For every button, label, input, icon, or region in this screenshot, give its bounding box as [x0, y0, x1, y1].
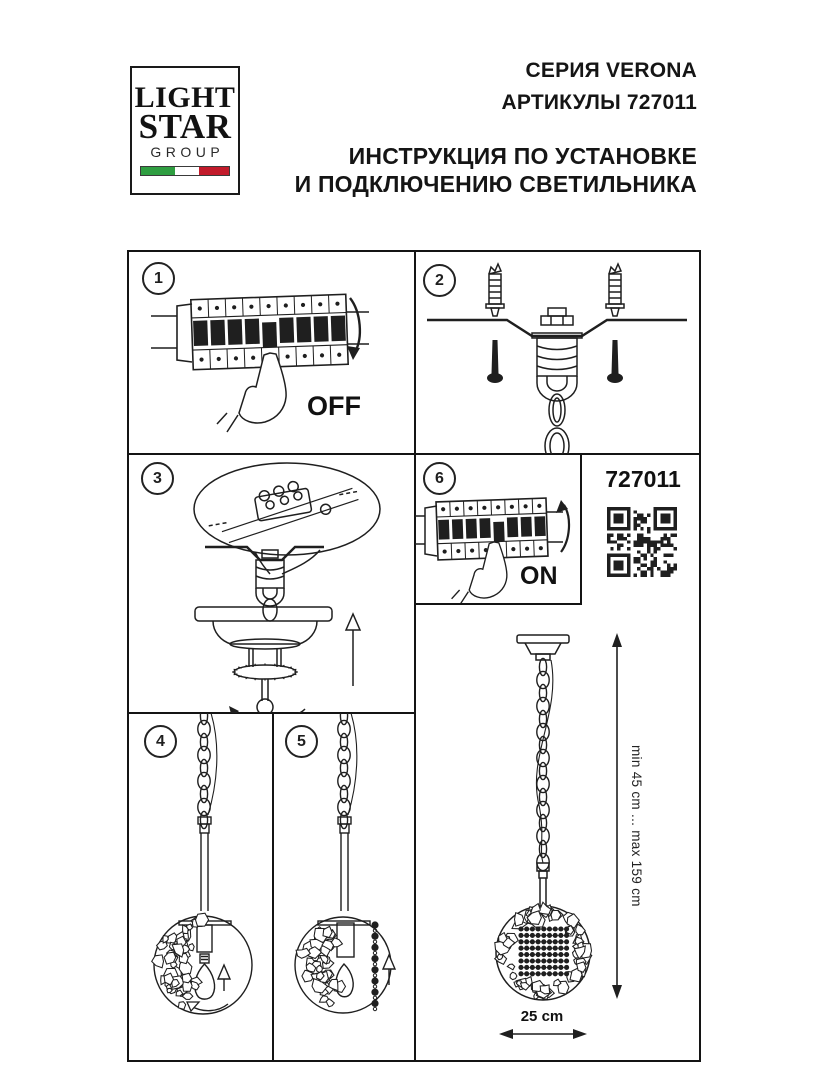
panel-1-number: 1 [142, 262, 175, 295]
panel-3-number: 3 [141, 462, 174, 495]
series-line: СЕРИЯ VERONA [525, 59, 697, 82]
arrow-up-icon [346, 614, 360, 630]
title-line-2: И ПОДКЛЮЧЕНИЮ СВЕТИЛЬНИКА [294, 170, 697, 197]
panel-2-number: 2 [423, 264, 456, 297]
arrow-down-icon [347, 346, 360, 360]
diameter-label: 25 cm [520, 1008, 564, 1025]
flag-white [175, 167, 199, 175]
header-title-block [295, 143, 697, 198]
rotate-arrow-icon [229, 706, 239, 713]
flag-red [199, 167, 229, 175]
panel-6-number: 6 [423, 462, 456, 495]
arrow-up-icon [218, 965, 230, 979]
header-series-block [502, 55, 697, 119]
logo-word-group: GROUP [150, 144, 225, 160]
finished-lamp-drawing [415, 605, 699, 1060]
dimension-arrow-left-icon [499, 1029, 513, 1039]
panel-4-number: 4 [144, 725, 177, 758]
instruction-grid [127, 250, 701, 1062]
logo-word-light: LIGHT [134, 81, 236, 114]
dimension-arrow-right-icon [573, 1029, 587, 1039]
on-label: ON [520, 562, 558, 590]
height-range-label: min 45 cm ... max 159 cm [629, 745, 644, 907]
arrow-up-icon [383, 955, 395, 969]
off-label: OFF [307, 391, 361, 421]
panel-5-number: 5 [285, 725, 318, 758]
pendant-assembly-drawing-4 [129, 713, 273, 1060]
mounting-hardware-drawing [415, 252, 699, 454]
pendant-assembly-drawing-5 [273, 713, 415, 1060]
dimension-arrow-down-icon [612, 985, 622, 999]
articles-line: АРТИКУЛЫ 727011 [501, 91, 697, 114]
article-code-label: 727011 [605, 466, 681, 492]
title-line-1: ИНСТРУКЦИЯ ПО УСТАНОВКЕ [348, 143, 697, 169]
rotate-arrow-icon [187, 1002, 199, 1011]
dimension-arrow-up-icon [612, 633, 622, 647]
lightstar-logo [130, 66, 240, 195]
italian-flag-bar [140, 166, 230, 176]
canopy-install-drawing [129, 454, 415, 713]
flag-green [141, 167, 175, 175]
qr-code [607, 507, 677, 577]
logo-word-star: STAR [138, 107, 232, 146]
